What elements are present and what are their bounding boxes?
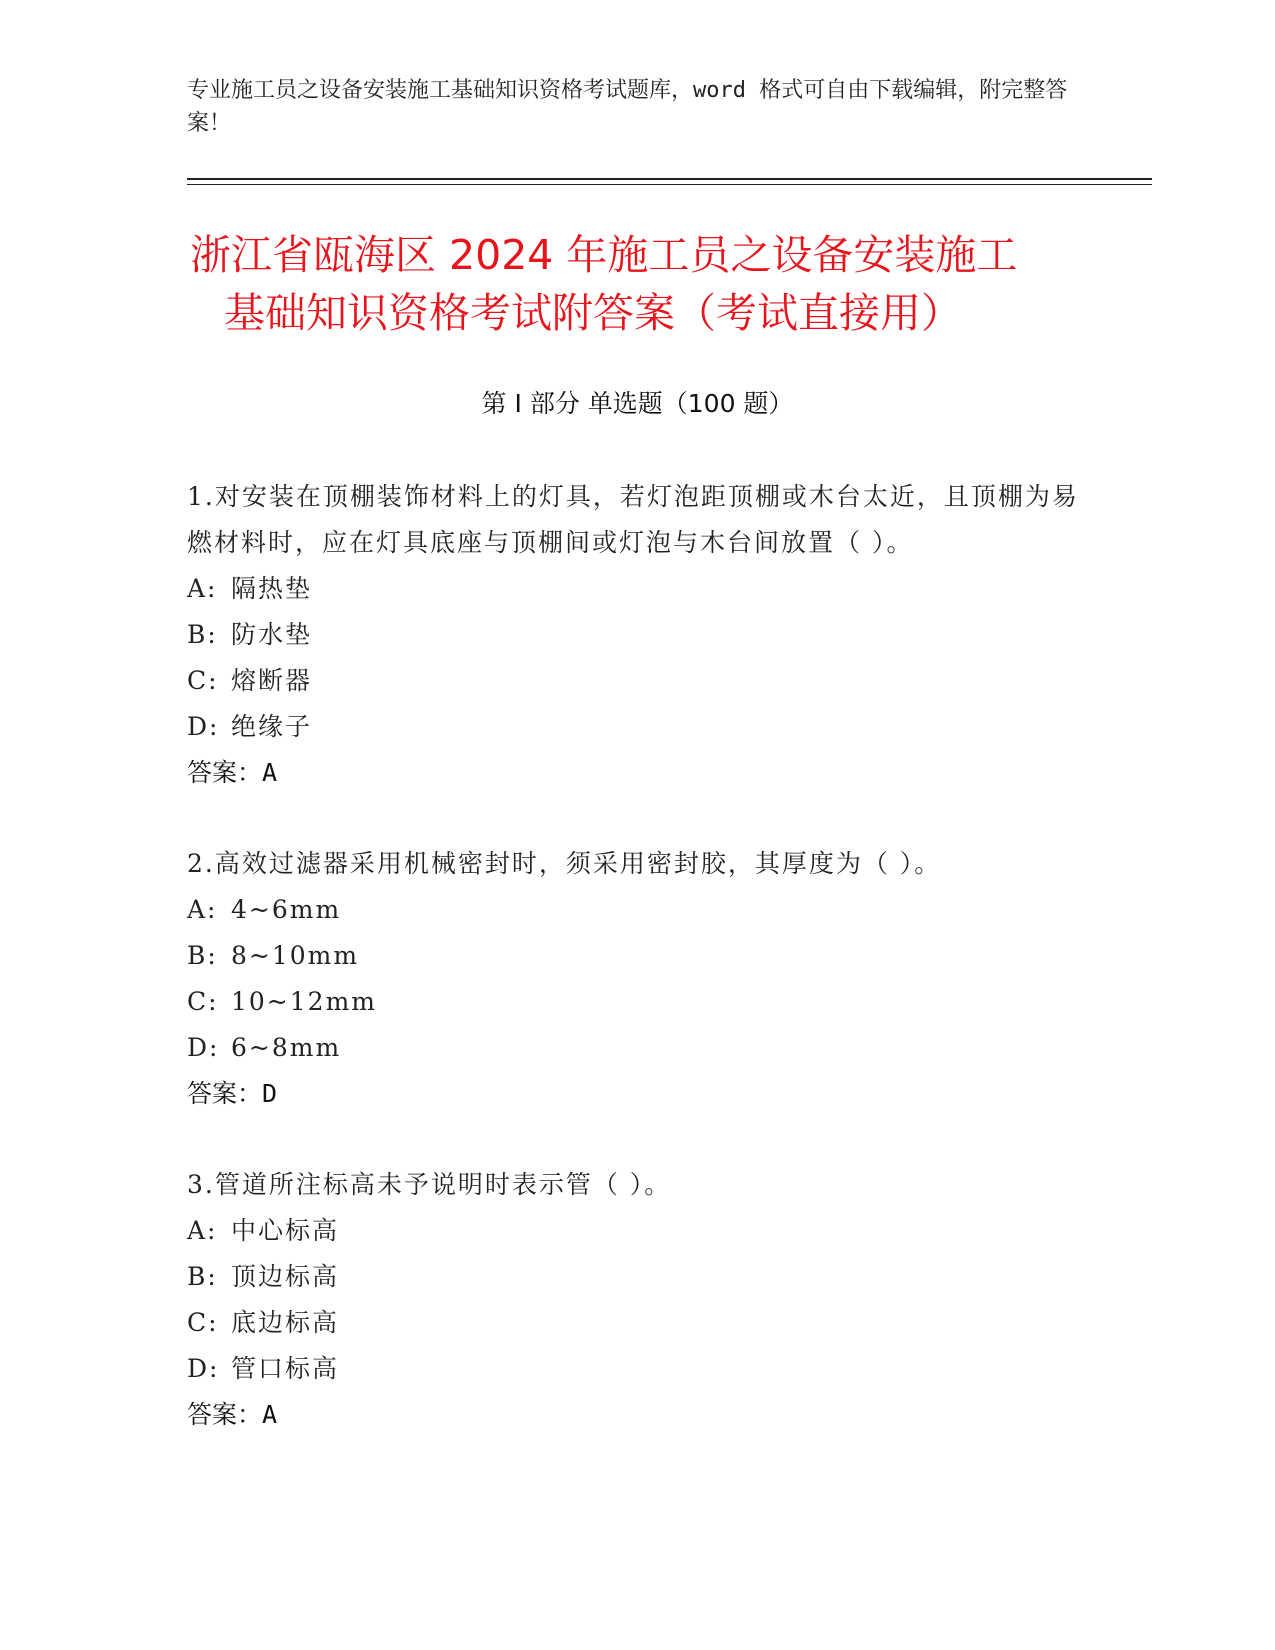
question-stem: 3.管道所注标高未予说明时表示管（ ）。 [187,1170,672,1199]
document-title [190,226,1130,342]
option-d [187,1346,1087,1392]
option-key: D: [187,1354,220,1383]
document-title-line-2: 基础知识资格考试附答案（考试直接用） [224,289,962,337]
option-text: 隔热垫 [231,574,313,603]
option-key: C: [187,987,219,1016]
question-list [187,474,1087,1483]
question-stem: 1.对安装在顶棚装饰材料上的灯具，若灯泡距顶棚或木台太近，且顶棚为易燃材料时，应在灯具底座与顶棚间或灯泡与木台间放置（ ）。 [187,482,1079,557]
question-stem: 2.高效过滤器采用机械密封时，须采用密封胶，其厚度为（ ）。 [187,849,942,878]
option-key: B: [187,620,218,649]
option-text: 底边标高 [231,1308,340,1337]
option-text: 顶边标高 [231,1262,340,1291]
option-text: 熔断器 [231,666,313,695]
option-c [187,658,1087,704]
option-key: A: [187,895,218,924]
option-c [187,979,1087,1025]
option-text: 6~8mm [231,1033,342,1062]
answer-label: 答案： [187,1079,263,1108]
answer-line [187,1071,1087,1117]
option-a [187,1208,1087,1254]
option-text: 10~12mm [231,987,377,1016]
option-text: 管口标高 [231,1354,340,1383]
option-key: A: [187,1216,218,1245]
option-key: A: [187,574,218,603]
option-c [187,1300,1087,1346]
option-key: B: [187,941,218,970]
option-text: 8~10mm [231,941,360,970]
answer-value: A [262,758,278,787]
option-key: B: [187,1262,218,1291]
option-b [187,1254,1087,1300]
section-title: 第 I 部分 单选题（100 题） [481,389,794,418]
header-divider-thin [187,184,1152,185]
answer-line [187,1392,1087,1438]
answer-label: 答案： [187,1400,263,1429]
answer-value: A [262,1400,278,1429]
question-1 [187,474,1087,796]
answer-value: D [262,1079,278,1108]
option-a [187,566,1087,612]
header-note: 专业施工员之设备安装施工基础知识资格考试题库，word 格式可自由下载编辑，附完整答案！ [187,78,1068,136]
answer-line [187,750,1087,796]
option-text: 中心标高 [231,1216,340,1245]
answer-label: 答案： [187,758,263,787]
option-key: D: [187,712,220,741]
option-b [187,933,1087,979]
option-d [187,704,1087,750]
option-key: C: [187,666,219,695]
option-b [187,612,1087,658]
question-2 [187,841,1087,1117]
document-title-line-1: 浙江省瓯海区 2024 年施工员之设备安装施工 [190,231,1018,279]
option-a [187,887,1087,933]
header-divider-thick [187,178,1152,180]
option-d [187,1025,1087,1071]
option-text: 绝缘子 [231,712,313,741]
option-key: C: [187,1308,219,1337]
option-text: 4~6mm [231,895,342,924]
option-text: 防水垫 [231,620,313,649]
question-3 [187,1162,1087,1438]
option-key: D: [187,1033,220,1062]
